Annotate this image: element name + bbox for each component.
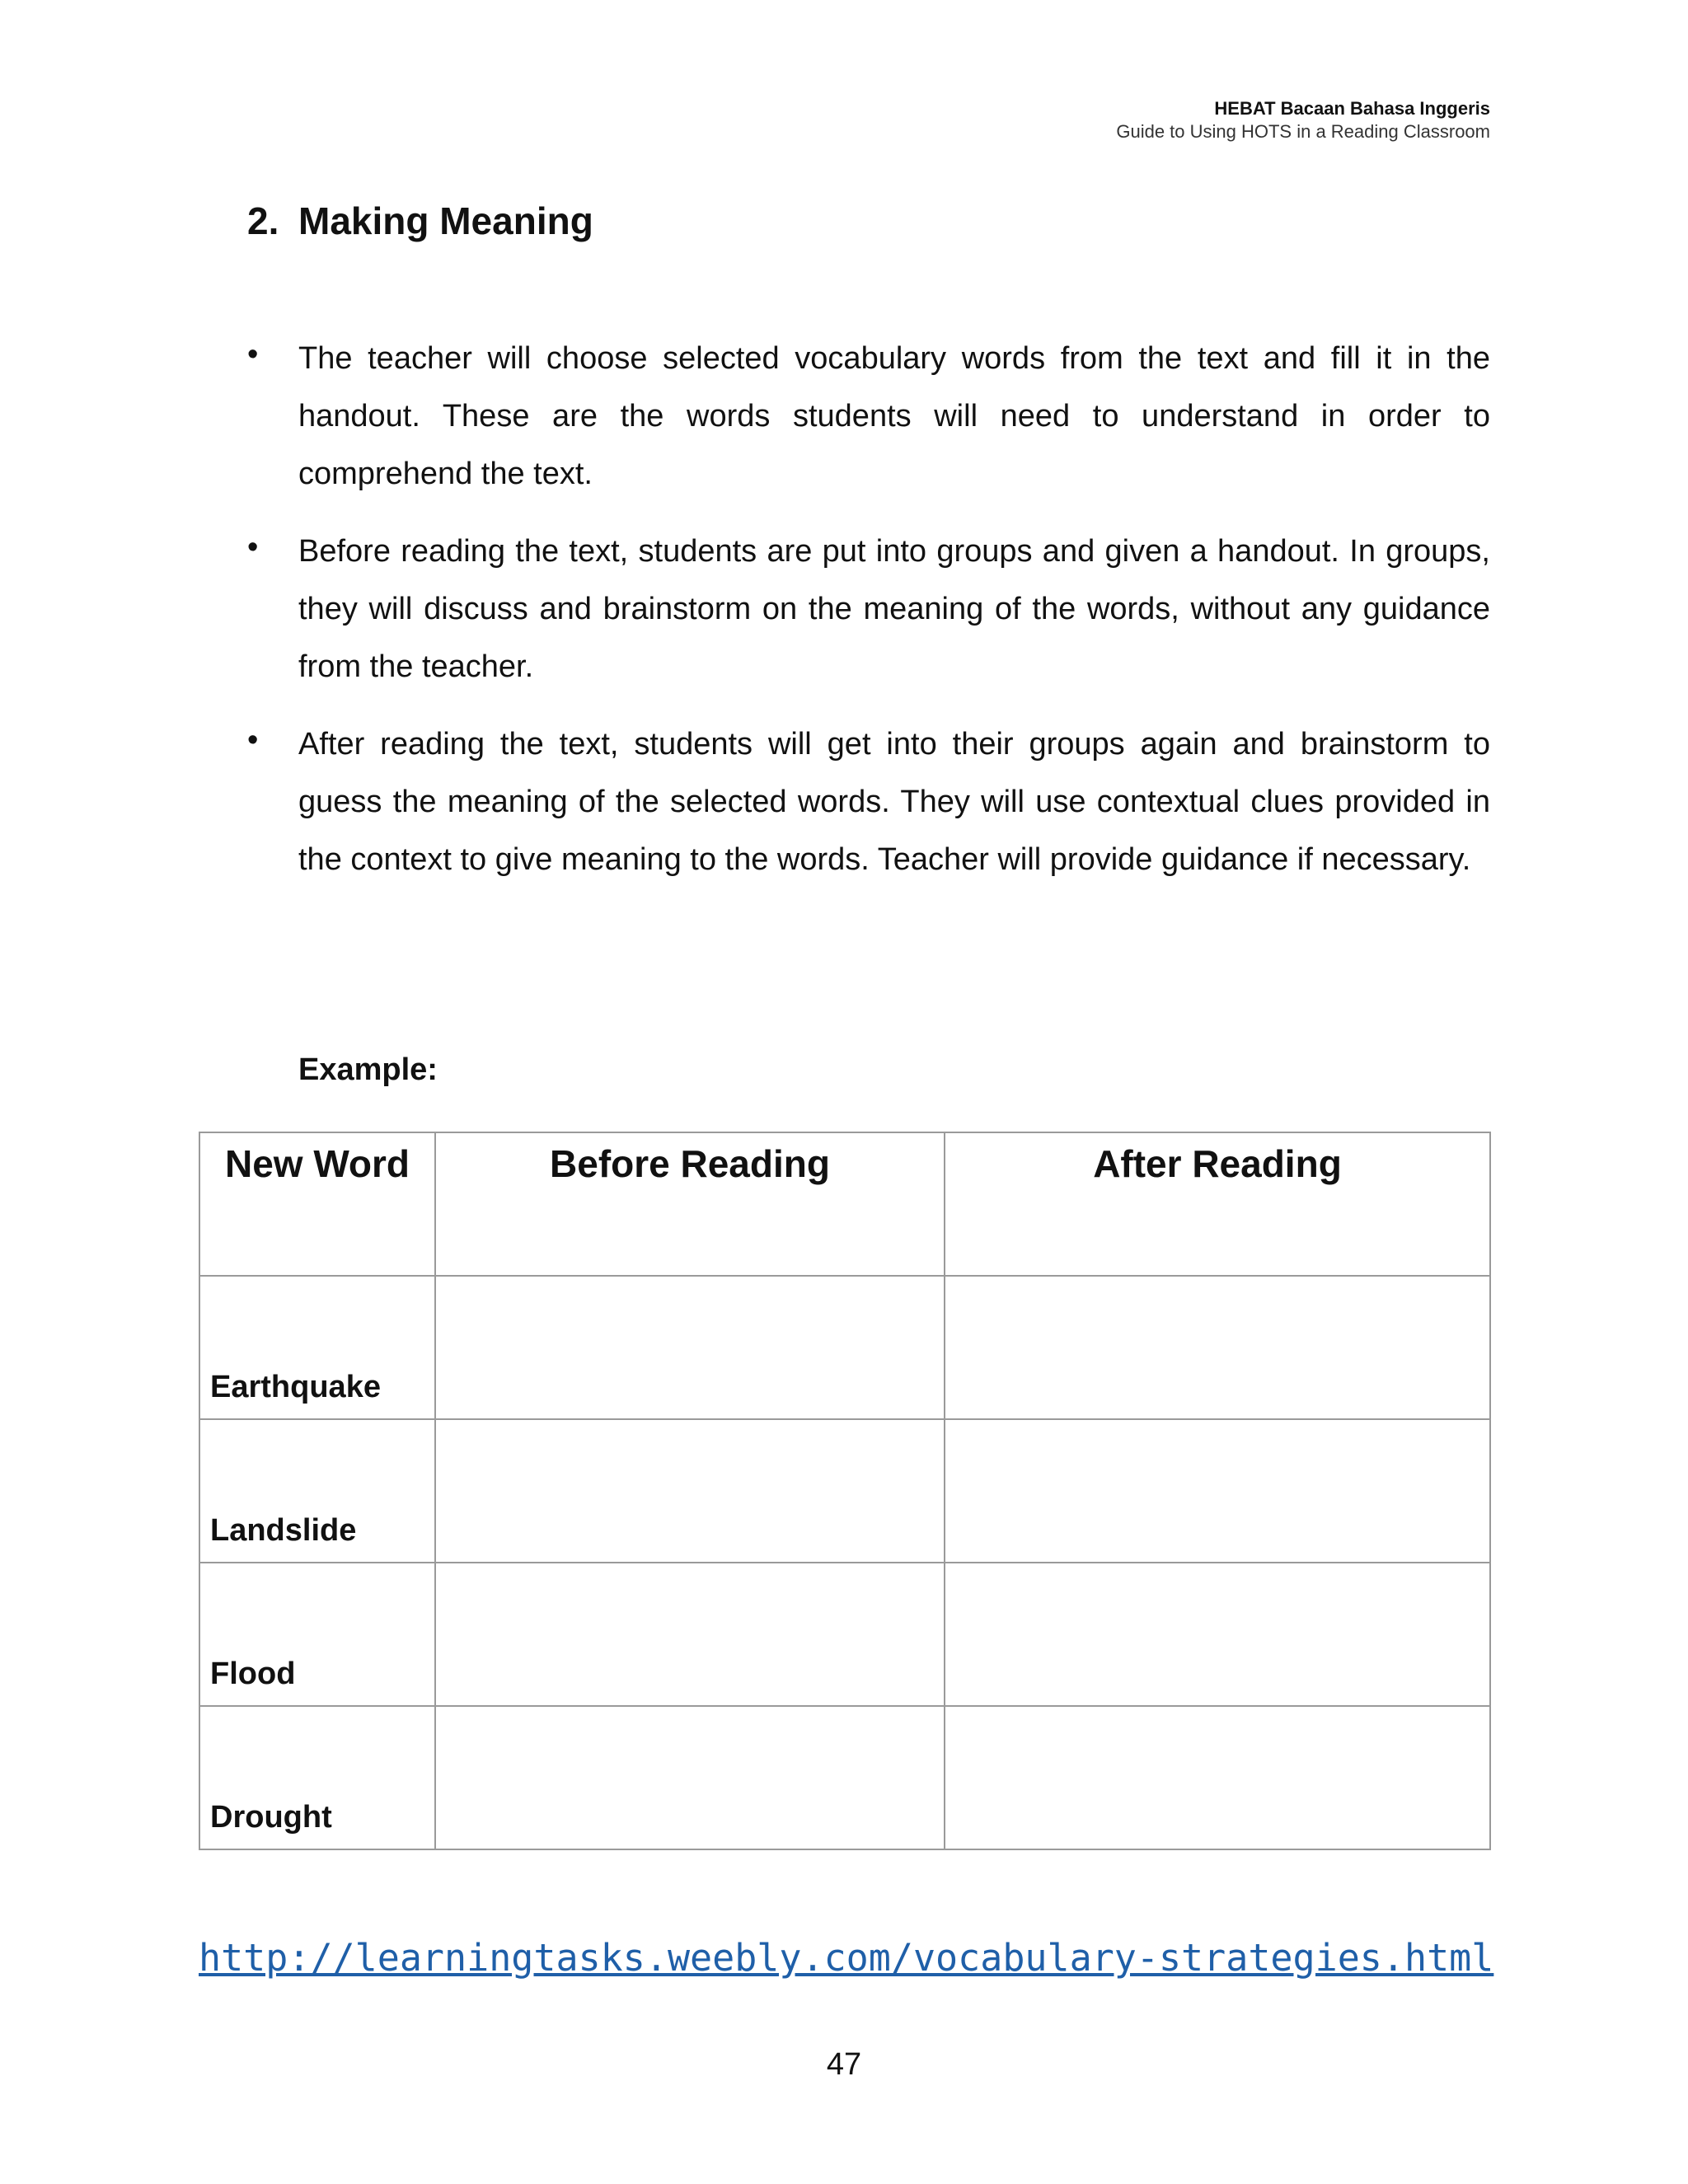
header-subtitle: Guide to Using HOTS in a Reading Classroom xyxy=(1116,121,1490,142)
reference-link[interactable]: http://learningtasks.weebly.com/vocabulary-strategies.html xyxy=(199,1936,1494,1980)
table-row xyxy=(199,1276,1490,1419)
header-before-reading: Before Reading xyxy=(435,1132,945,1276)
bullet-icon: • xyxy=(247,337,259,372)
before-reading-cell xyxy=(435,1276,945,1419)
vocabulary-table xyxy=(199,1132,1491,1850)
example-label: Example: xyxy=(298,1052,438,1087)
bullet-text: After reading the text, students will get into their groups again and brainstorm to guess the meaning of the selected words. They will use contextual clues provided in the context to give meaning to the words. Teacher will provide guidance if necessary. xyxy=(298,727,1490,877)
section-number: 2. xyxy=(247,199,279,242)
bullet-icon: • xyxy=(247,530,259,565)
word-cell: Earthquake xyxy=(199,1276,435,1419)
bullet-text: Before reading the text, students are put into groups and given a handout. In groups, they will discuss and brainstorm on the meaning of the words, without any guidance from the teacher. xyxy=(298,534,1490,684)
word-cell: Drought xyxy=(199,1706,435,1849)
table-header-row xyxy=(199,1132,1490,1276)
bullet-text: The teacher will choose selected vocabulary words from the text and fill it in the handout. These are the words students will need to understand in order to comprehend the text. xyxy=(298,341,1490,491)
header-after-reading: After Reading xyxy=(945,1132,1490,1276)
section-title: Making Meaning xyxy=(298,199,593,242)
after-reading-cell xyxy=(945,1419,1490,1563)
bullet-list xyxy=(247,330,1490,908)
section-heading xyxy=(247,196,593,246)
before-reading-cell xyxy=(435,1419,945,1563)
after-reading-cell xyxy=(945,1276,1490,1419)
table-row xyxy=(199,1419,1490,1563)
running-header xyxy=(1116,97,1490,143)
after-reading-cell xyxy=(945,1706,1490,1849)
bullet-icon: • xyxy=(247,723,259,757)
header-new-word: New Word xyxy=(199,1132,435,1276)
before-reading-cell xyxy=(435,1563,945,1706)
bullet-item xyxy=(247,715,1490,888)
table-row xyxy=(199,1563,1490,1706)
header-title: HEBAT Bacaan Bahasa Inggeris xyxy=(1214,98,1490,119)
page-number: 47 xyxy=(826,2047,862,2082)
before-reading-cell xyxy=(435,1706,945,1849)
word-cell: Flood xyxy=(199,1563,435,1706)
table-row xyxy=(199,1706,1490,1849)
after-reading-cell xyxy=(945,1563,1490,1706)
bullet-item xyxy=(247,330,1490,503)
bullet-item xyxy=(247,523,1490,696)
word-cell: Landslide xyxy=(199,1419,435,1563)
